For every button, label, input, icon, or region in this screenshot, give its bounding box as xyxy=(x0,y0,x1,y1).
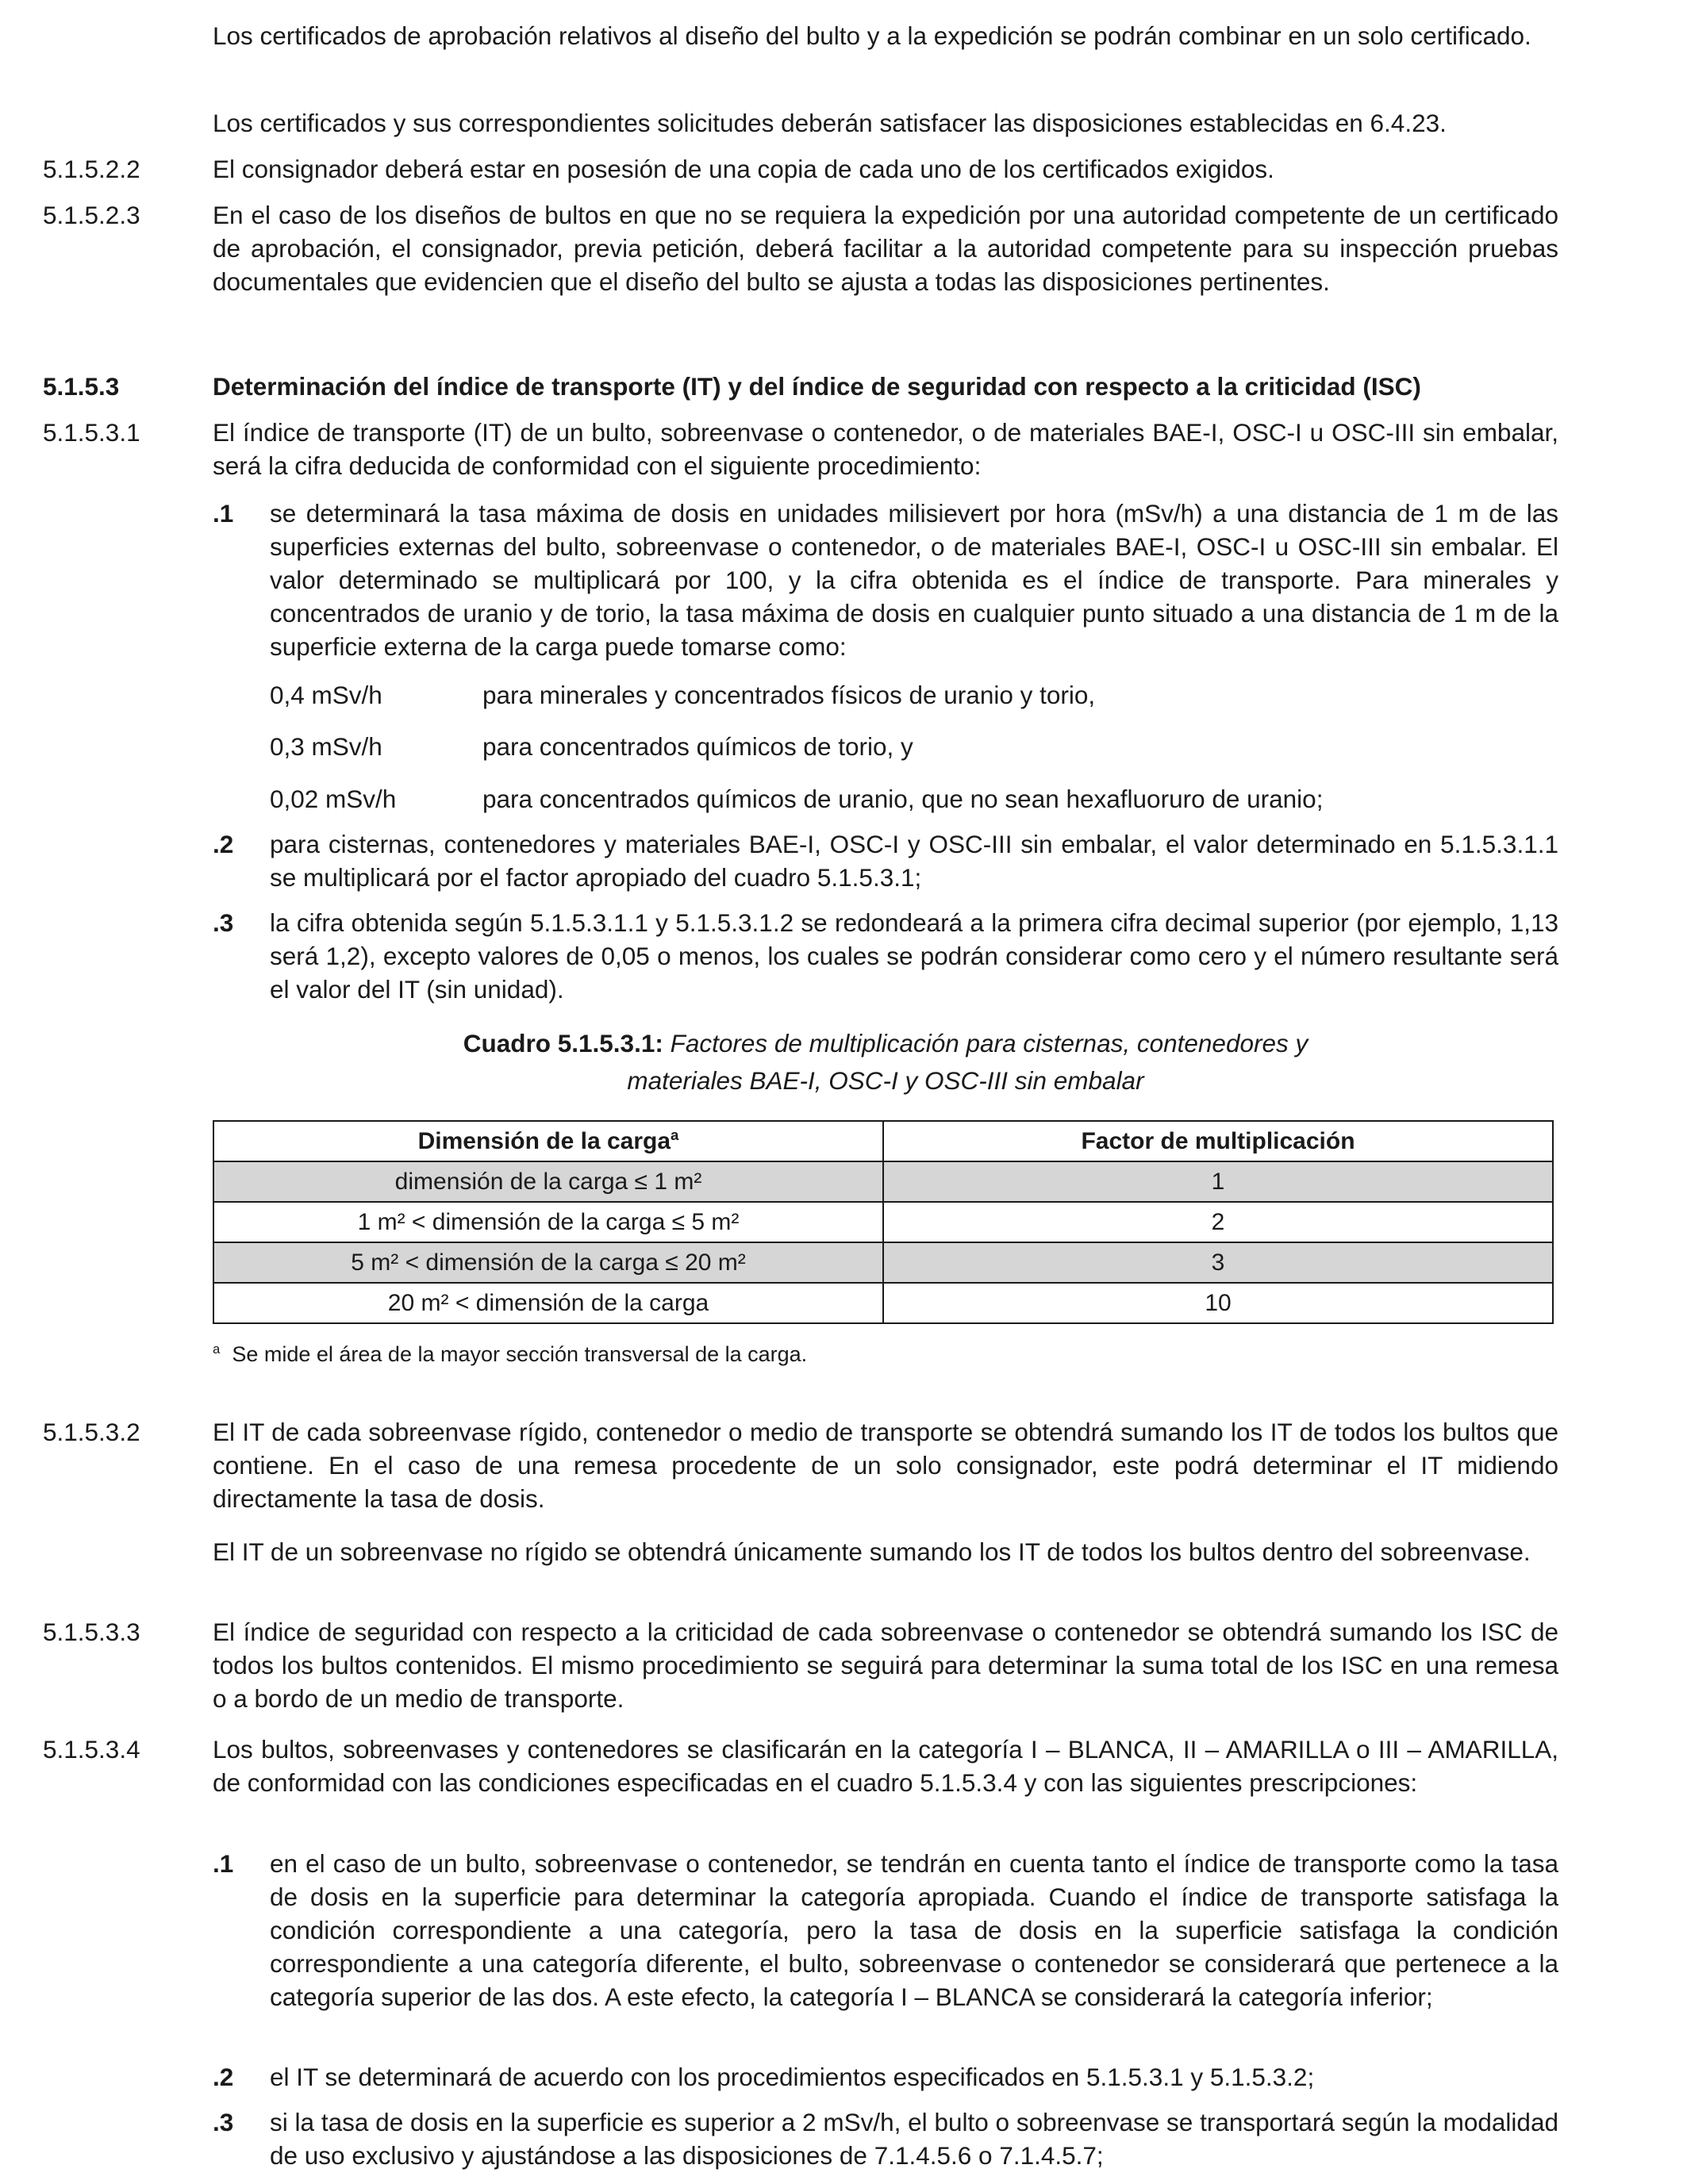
section-5-1-5-3-2-paragraph-2: El IT de un sobreenvase no rígido se obtendrá únicamente sumando los IT de todos los bultos dentro del sobreenvase. xyxy=(213,1537,1531,1566)
dose-description: para concentrados químicos de uranio, que no sean hexafluoruro de uranio; xyxy=(482,785,1324,813)
dose-description: para concentrados químicos de torio, y xyxy=(482,732,913,761)
section-number: 5.1.5.3.2 xyxy=(43,1418,140,1446)
section-text: El consignador deberá estar en posesión de una copia de cada uno de los certificados exigidos. xyxy=(213,155,1274,183)
section-text: Los bultos, sobreenvases y contenedores se clasificarán en la categoría I – BLANCA, II – AMARILLA o III – AMARILLA, de conformidad con las condiciones especificadas en el cuadro 5.1.5.3.4 y con las siguientes prescripciones: xyxy=(213,1735,1558,1797)
list-item-text: en el caso de un bulto, sobreenvase o contenedor, se tendrán en cuenta tanto el índice de transporte como la tasa de dosis en la superficie para determinar la categoría apropiada. Cuando el índice de transporte satisfaga la condición correspondiente a una categoría, pero la tasa de dosis en la superficie satisfaga la condición correspondiente a una categoría diferente, el bulto, sobreenvase o contenedor se considerará que pertenece a la categoría superior de las dos. A este efecto, la categoría I – BLANCA se considerará la categoría inferior; xyxy=(270,1849,1558,2011)
section-text: El índice de transporte (IT) de un bulto, sobreenvase o contenedor, o de materiales BAE-I, OSC-I u OSC-III sin embalar, será la cifra deducida de conformidad con el siguiente procedimiento: xyxy=(213,418,1558,480)
table-caption-title: Factores de multiplicación para cisternas, contenedores y xyxy=(670,1029,1308,1057)
dose-value: 0,3 mSv/h xyxy=(270,732,382,761)
footnote-marker: a xyxy=(671,1127,679,1143)
list-item-text: se determinará la tasa máxima de dosis en unidades milisievert por hora (mSv/h) a una distancia de 1 m de las superficies externas del bulto, sobreenvase o contenedor, o de materiales BAE-I, OSC-I u OSC-III sin embalar. El valor determinado se multiplicará por 100, y la cifra obtenida es el índice de transporte. Para minerales y concentrados de uranio y de torio, la tasa máxima de dosis en cualquier punto situado a una distancia de 1 m de la superficie externa de la carga puede tomarse como: xyxy=(270,499,1558,661)
dose-value: 0,4 mSv/h xyxy=(270,681,382,709)
table-row xyxy=(213,1161,1553,1202)
list-item-text: la cifra obtenida según 5.1.5.3.1.1 y 5.1.5.3.1.2 se redondeará a la primera cifra decimal superior (por ejemplo, 1,13 será 1,2), excepto valores de 0,05 o menos, los cuales se podrán considerar como cero y el número resultante será el valor del IT (sin unidad). xyxy=(270,908,1558,1004)
cell-dimension: dimensión de la carga ≤ 1 m² xyxy=(213,1161,883,1202)
table-row xyxy=(213,1202,1553,1242)
list-item-number: .2 xyxy=(213,830,234,858)
cell-factor: 10 xyxy=(883,1283,1553,1323)
intro-paragraph-2: Los certificados y sus correspondientes solicitudes deberán satisfacer las disposiciones establecidas en 6.4.23. xyxy=(213,109,1447,137)
table-footnote xyxy=(213,1338,807,1371)
table-caption xyxy=(213,1027,1558,1060)
cell-dimension: 20 m² < dimensión de la carga xyxy=(213,1283,883,1323)
column-header-dimension: Dimensión de la carga$^a$ xyxy=(213,1121,883,1161)
section-text: En el caso de los diseños de bultos en que no se requiera la expedición por una autoridad competente de un certificado de aprobación, el consignador, previa petición, deberá facilitar a la autoridad competente para su inspección pruebas documentales que evidencien que el diseño del bulto se ajusta a todas las disposiciones pertinentes. xyxy=(213,201,1558,296)
table-header-row xyxy=(213,1121,1553,1161)
section-heading: Determinación del índice de transporte (IT) y del índice de seguridad con respecto a la criticidad (ISC) xyxy=(213,372,1421,401)
list-item-number: .3 xyxy=(213,908,234,937)
table-caption-line-2 xyxy=(213,1064,1558,1097)
section-number: 5.1.5.2.2 xyxy=(43,155,140,183)
intro-paragraph-1: Los certificados de aprobación relativos al diseño del bulto y a la expedición se podrán combinar en un solo certificado. xyxy=(213,21,1531,50)
section-number: 5.1.5.3.1 xyxy=(43,418,140,447)
list-item-text: si la tasa de dosis en la superficie es superior a 2 mSv/h, el bulto o sobreenvase se transportará según la modalidad de uso exclusivo y ajustándose a las disposiciones de 7.1.4.5.6 o 7.1.4.5.7; xyxy=(270,2108,1558,2170)
list-item-number: .2 xyxy=(213,2063,234,2091)
cell-dimension: 1 m² < dimensión de la carga ≤ 5 m² xyxy=(213,1202,883,1242)
list-item-number: .1 xyxy=(213,1849,234,1878)
section-text: El IT de cada sobreenvase rígido, contenedor o medio de transporte se obtendrá sumando los IT de todos los bultos que contiene. En el caso de una remesa procedente de un solo consignador, este podrá determinar el IT midiendo directamente la tasa de dosis. xyxy=(213,1418,1558,1513)
list-item-number: .1 xyxy=(213,499,234,528)
dose-description: para minerales y concentrados físicos de uranio y torio, xyxy=(482,681,1096,709)
cell-factor: 1 xyxy=(883,1161,1553,1202)
multiplication-factors-table xyxy=(213,1120,1554,1324)
table-caption-label: Cuadro 5.1.5.3.1: xyxy=(463,1029,663,1057)
table-caption-title: materiales BAE-I, OSC-I y OSC-III sin embalar xyxy=(627,1066,1144,1095)
cell-dimension: 5 m² < dimensión de la carga ≤ 20 m² xyxy=(213,1242,883,1283)
column-header-factor: Factor de multiplicación xyxy=(883,1121,1553,1161)
list-item-text: el IT se determinará de acuerdo con los procedimientos especificados en 5.1.5.3.1 y 5.1.5.3.2; xyxy=(270,2063,1315,2091)
section-number: 5.1.5.3 xyxy=(43,372,120,401)
section-number: 5.1.5.3.3 xyxy=(43,1618,140,1646)
dose-value: 0,02 mSv/h xyxy=(270,785,397,813)
section-text: El índice de seguridad con respecto a la criticidad de cada sobreenvase o contenedor se obtendrá sumando los ISC de todos los bultos contenidos. El mismo procedimiento se seguirá para determinar la suma total de los ISC en una remesa o a bordo de un medio de transporte. xyxy=(213,1618,1558,1713)
table-row xyxy=(213,1242,1553,1283)
footnote-text: Se mide el área de la mayor sección transversal de la carga. xyxy=(232,1342,808,1366)
list-item-number: .3 xyxy=(213,2108,234,2136)
section-number: 5.1.5.2.3 xyxy=(43,201,140,229)
cell-factor: 3 xyxy=(883,1242,1553,1283)
section-number: 5.1.5.3.4 xyxy=(43,1735,140,1764)
footnote-marker: a xyxy=(213,1341,221,1357)
list-item-text: para cisternas, contenedores y materiales BAE-I, OSC-I y OSC-III sin embalar, el valor determinado en 5.1.5.3.1.1 se multiplicará por el factor apropiado del cuadro 5.1.5.3.1; xyxy=(270,830,1558,892)
table-row xyxy=(213,1283,1553,1323)
cell-factor: 2 xyxy=(883,1202,1553,1242)
